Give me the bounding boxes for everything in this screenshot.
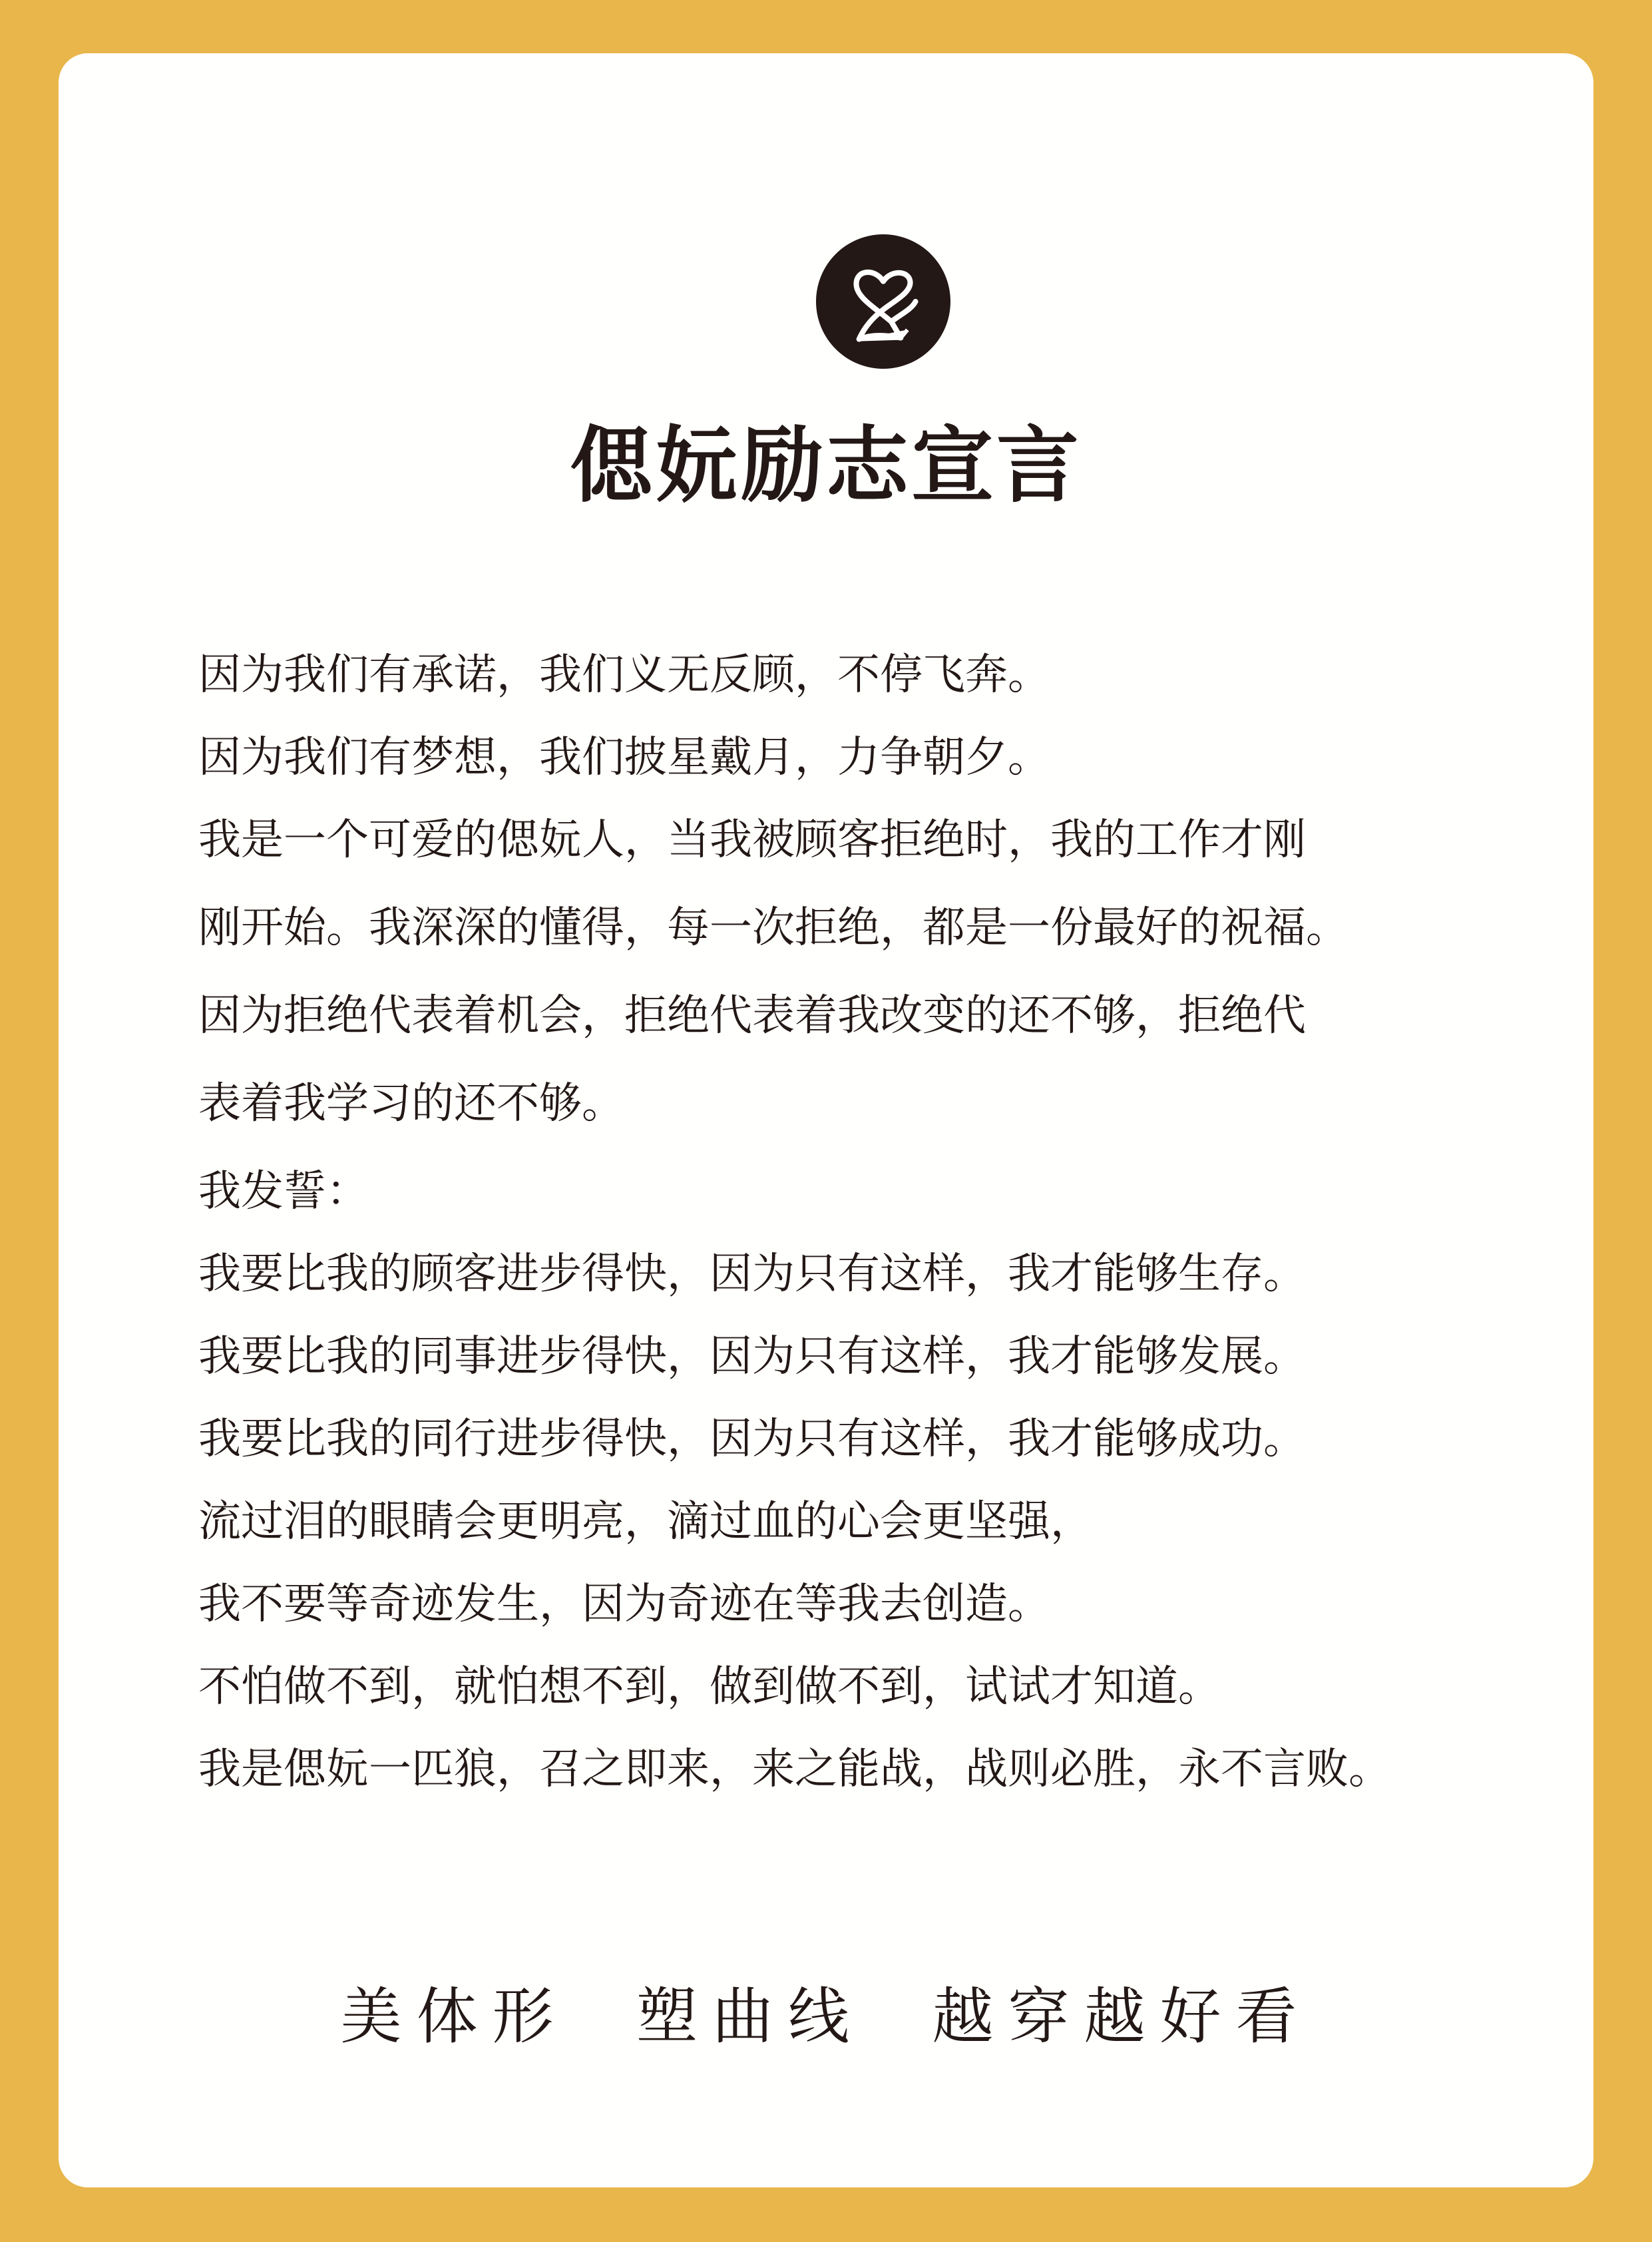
manifesto-line: 我要比我的顾客进步得快，因为只有这样，我才能够生存。: [198, 1249, 1306, 1299]
manifesto-card: [59, 53, 1593, 2187]
manifesto-line: 我是一个可爱的偲妧人，当我被顾客拒绝时，我的工作才刚: [198, 815, 1306, 865]
manifesto-line: 刚开始。我深深的懂得，每一次拒绝，都是一份最好的祝福。: [198, 903, 1348, 953]
manifesto-line: 我是偲妧一匹狼，召之即来，来之能战，战则必胜，永不言败。: [198, 1745, 1391, 1794]
manifesto-line: 我不要等奇迹发生，因为奇迹在等我去创造。: [198, 1580, 1050, 1629]
manifesto-line: 我要比我的同事进步得快，因为只有这样，我才能够发展。: [198, 1332, 1306, 1381]
manifesto-line: 不怕做不到，就怕想不到，做到做不到，试试才知道。: [198, 1662, 1221, 1711]
manifesto-text: [198, 634, 1569, 1811]
manifesto-line: 我发誓：: [198, 1167, 369, 1216]
heart-ribbon-icon: [816, 234, 950, 369]
manifesto-line: 流过泪的眼睛会更明亮，滴过血的心会更坚强，: [198, 1497, 1093, 1546]
manifesto-line: 因为我们有梦想，我们披星戴月，力争朝夕。: [198, 733, 1050, 782]
manifesto-line: 因为我们有承诺，我们义无反顾，不停飞奔。: [198, 650, 1050, 700]
page-title: 偲妧励志宣言: [570, 417, 1082, 514]
manifesto-line: 因为拒绝代表着机会，拒绝代表着我改变的还不够，拒绝代: [198, 991, 1306, 1040]
brand-slogan: 美体形 塑曲线 越穿越好看: [340, 1981, 1312, 2052]
brand-logo: [816, 234, 950, 369]
manifesto-line: 我要比我的同行进步得快，因为只有这样，我才能够成功。: [198, 1415, 1306, 1464]
manifesto-line: 表着我学习的还不够。: [198, 1079, 624, 1128]
